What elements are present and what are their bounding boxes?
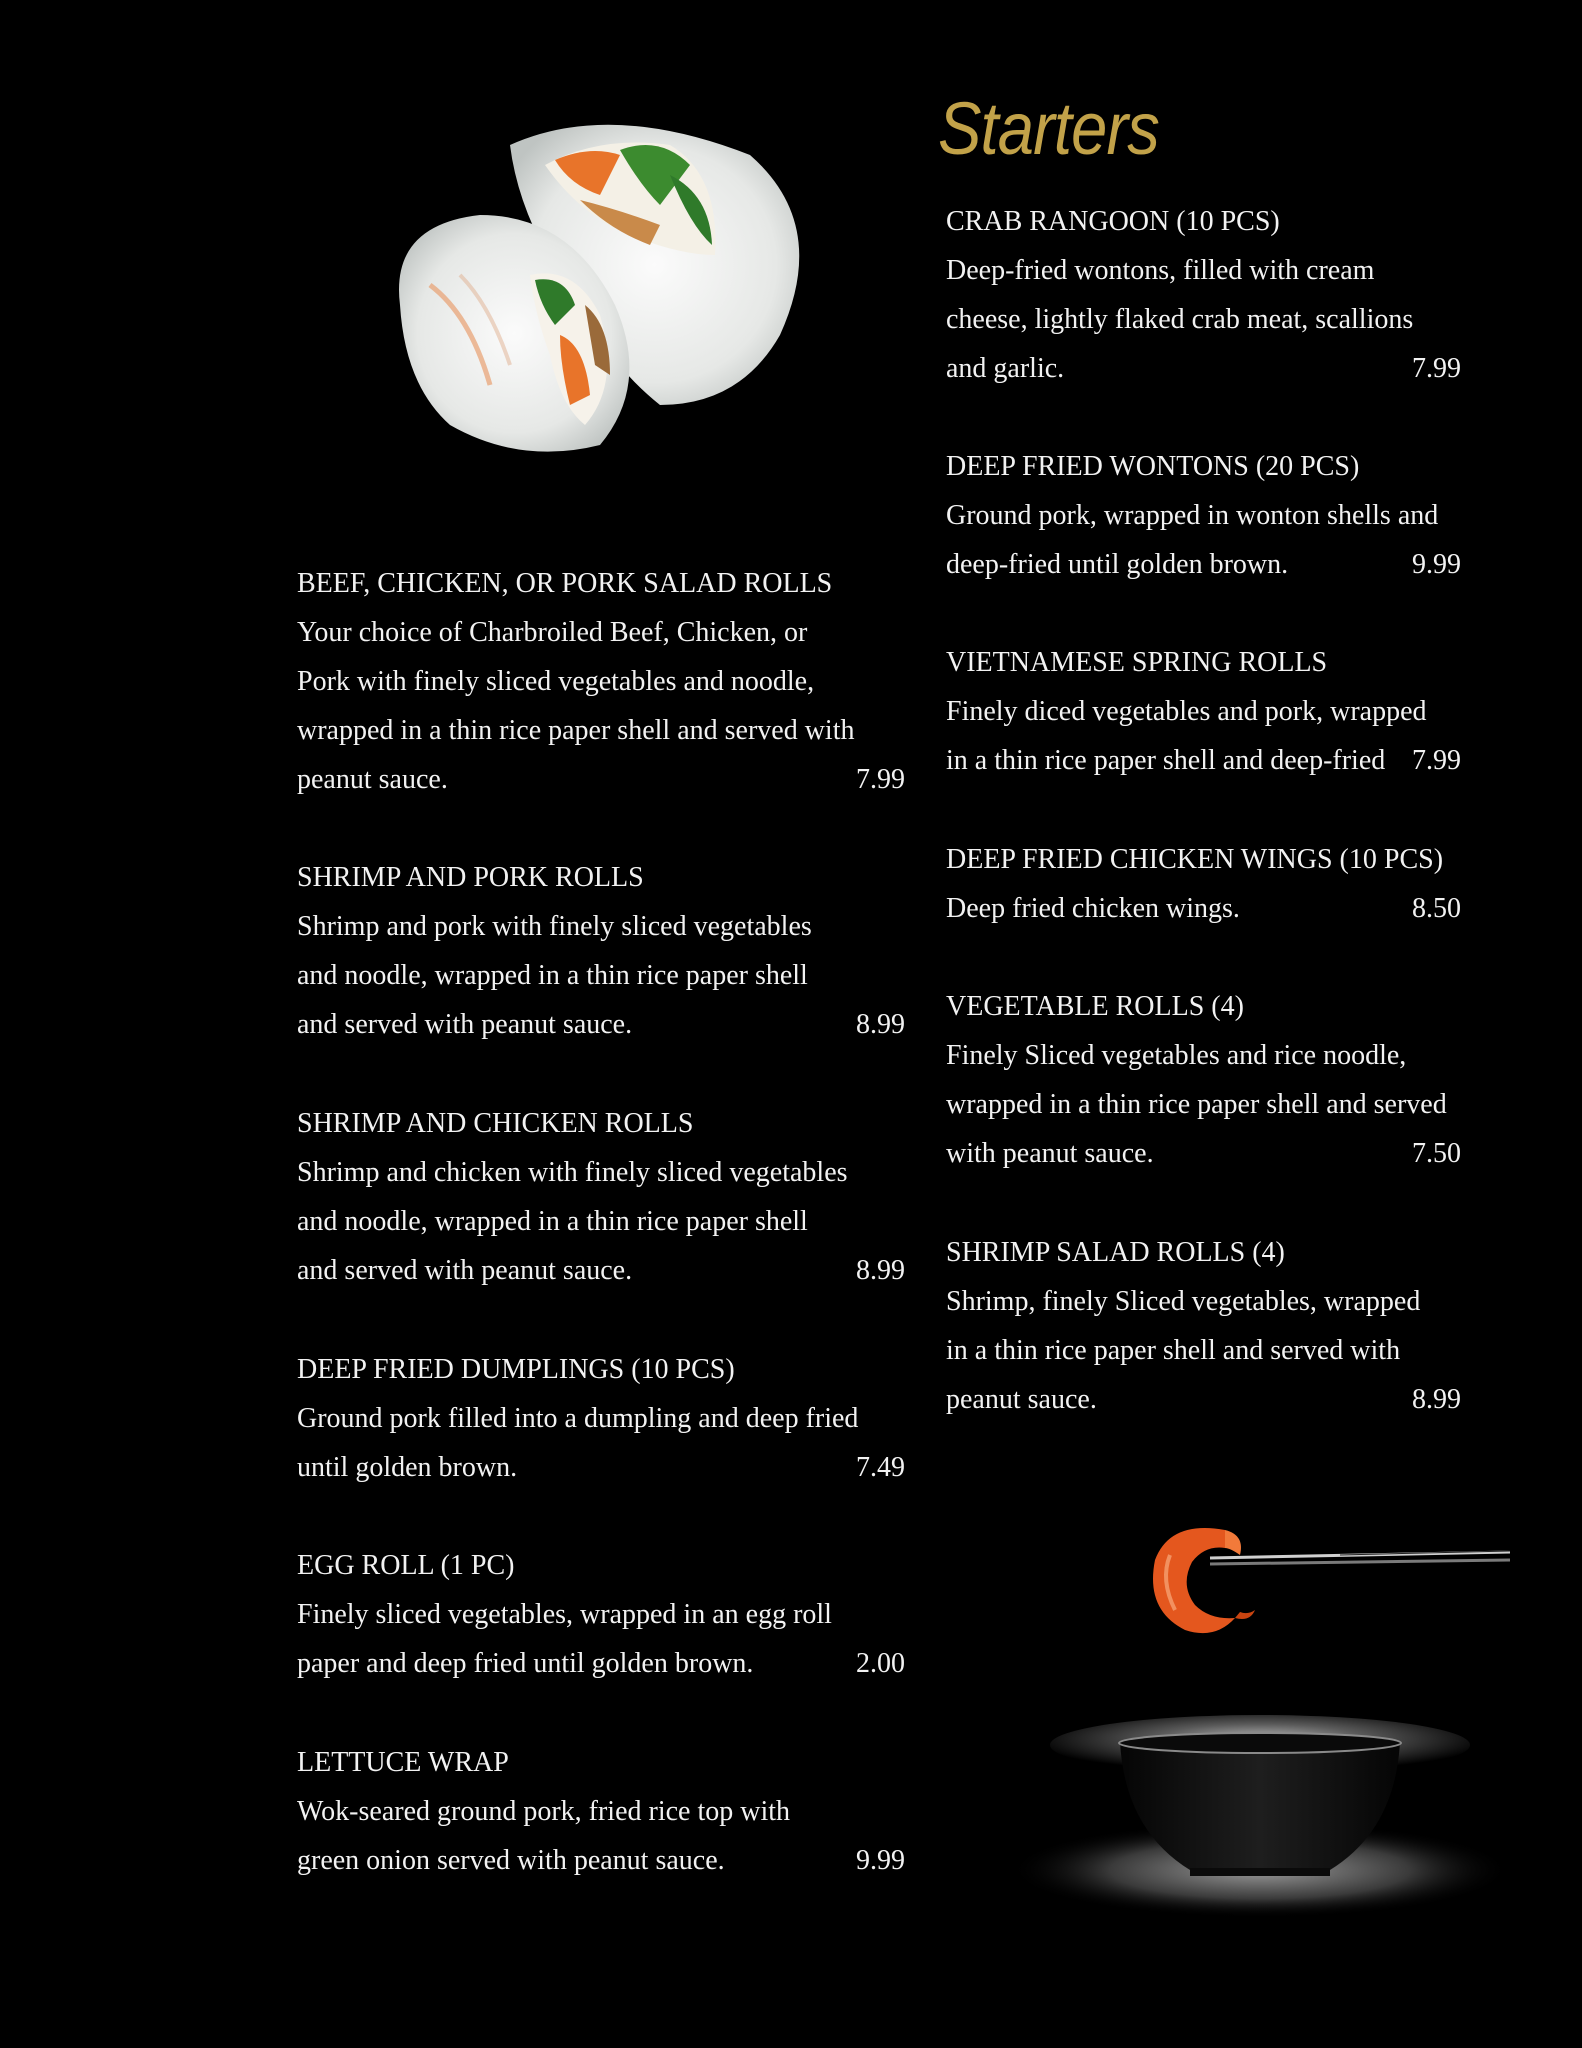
item-price: 8.99 <box>856 1009 905 1040</box>
item-price: 7.50 <box>1412 1138 1461 1169</box>
menu-item <box>297 1541 905 1688</box>
item-description: and noodle, wrapped in a thin rice paper shell <box>297 1206 808 1237</box>
item-description: and garlic. <box>946 353 1065 384</box>
menu-item <box>946 835 1461 933</box>
menu-item <box>946 442 1461 589</box>
item-name: DEEP FRIED WONTONS (20 PCS) <box>946 451 1360 482</box>
item-description: Ground pork filled into a dumpling and deep fried <box>297 1403 859 1434</box>
item-price: 9.99 <box>856 1845 905 1876</box>
item-price: 7.99 <box>1412 353 1461 384</box>
item-price: 7.99 <box>1412 745 1461 776</box>
item-price: 7.99 <box>856 764 905 795</box>
item-description: Finely sliced vegetables, wrapped in an egg roll <box>297 1599 832 1630</box>
item-price: 2.00 <box>856 1648 905 1679</box>
item-description: Shrimp and chicken with finely sliced vegetables <box>297 1157 848 1188</box>
menu-item <box>297 1738 905 1885</box>
item-price: 8.50 <box>1412 893 1461 924</box>
item-price: 7.49 <box>856 1452 905 1483</box>
item-description: and noodle, wrapped in a thin rice paper shell <box>297 960 808 991</box>
item-name: LETTUCE WRAP <box>297 1747 509 1778</box>
item-description: deep-fried until golden brown. <box>946 549 1289 580</box>
menu-item <box>297 1099 905 1295</box>
item-description: Finely Sliced vegetables and rice noodle, <box>946 1040 1407 1071</box>
menu-item <box>297 853 905 1049</box>
item-name: VIETNAMESE SPRING ROLLS <box>946 647 1328 678</box>
item-description: until golden brown. <box>297 1452 518 1483</box>
menu-item <box>946 197 1461 393</box>
item-description: Ground pork, wrapped in wonton shells and <box>946 500 1439 531</box>
item-name: SHRIMP AND CHICKEN ROLLS <box>297 1108 694 1139</box>
item-description: wrapped in a thin rice paper shell and served <box>946 1089 1447 1120</box>
item-name: EGG ROLL (1 PC) <box>297 1550 515 1581</box>
item-description: peanut sauce. <box>297 764 448 795</box>
item-description: cheese, lightly flaked crab meat, scallions <box>946 304 1414 335</box>
item-description: Wok-seared ground pork, fried rice top with <box>297 1796 791 1827</box>
item-name: VEGETABLE ROLLS (4) <box>946 991 1244 1022</box>
item-name: DEEP FRIED DUMPLINGS (10 PCS) <box>297 1354 735 1385</box>
item-name: BEEF, CHICKEN, OR PORK SALAD ROLLS <box>297 568 833 599</box>
item-name: SHRIMP SALAD ROLLS (4) <box>946 1237 1285 1268</box>
item-description: wrapped in a thin rice paper shell and served with <box>297 715 855 746</box>
item-description: peanut sauce. <box>946 1384 1097 1415</box>
item-description: Shrimp, finely Sliced vegetables, wrapped <box>946 1286 1421 1317</box>
menu-item <box>946 638 1461 785</box>
item-description: paper and deep fried until golden brown. <box>297 1648 754 1679</box>
item-description: and served with peanut sauce. <box>297 1255 633 1286</box>
item-description: Deep fried chicken wings. <box>946 893 1240 924</box>
item-name: CRAB RANGOON (10 PCS) <box>946 206 1280 237</box>
menu-item <box>946 1228 1461 1424</box>
shrimp-bowl-photo <box>1010 1500 1510 1920</box>
item-description: Your choice of Charbroiled Beef, Chicken, or <box>297 617 808 648</box>
item-description: and served with peanut sauce. <box>297 1009 633 1040</box>
menu-item <box>946 982 1461 1178</box>
item-price: 9.99 <box>1412 549 1461 580</box>
section-title: Starters <box>938 87 1159 170</box>
item-description: in a thin rice paper shell and served with <box>946 1335 1401 1366</box>
menu-item <box>297 1345 905 1492</box>
item-description: green onion served with peanut sauce. <box>297 1845 725 1876</box>
item-name: DEEP FRIED CHICKEN WINGS (10 PCS) <box>946 844 1444 875</box>
item-price: 8.99 <box>856 1255 905 1286</box>
item-name: SHRIMP AND PORK ROLLS <box>297 862 644 893</box>
item-description: with peanut sauce. <box>946 1138 1154 1169</box>
item-description: Shrimp and pork with finely sliced vegetables <box>297 911 812 942</box>
menu-item <box>297 559 905 804</box>
item-description: Pork with finely sliced vegetables and noodle, <box>297 666 815 697</box>
item-description: in a thin rice paper shell and deep-fried <box>946 745 1386 776</box>
item-description: Deep-fried wontons, filled with cream <box>946 255 1375 286</box>
item-description: Finely diced vegetables and pork, wrapped <box>946 696 1427 727</box>
item-price: 8.99 <box>1412 1384 1461 1415</box>
spring-rolls-photo <box>360 105 850 465</box>
